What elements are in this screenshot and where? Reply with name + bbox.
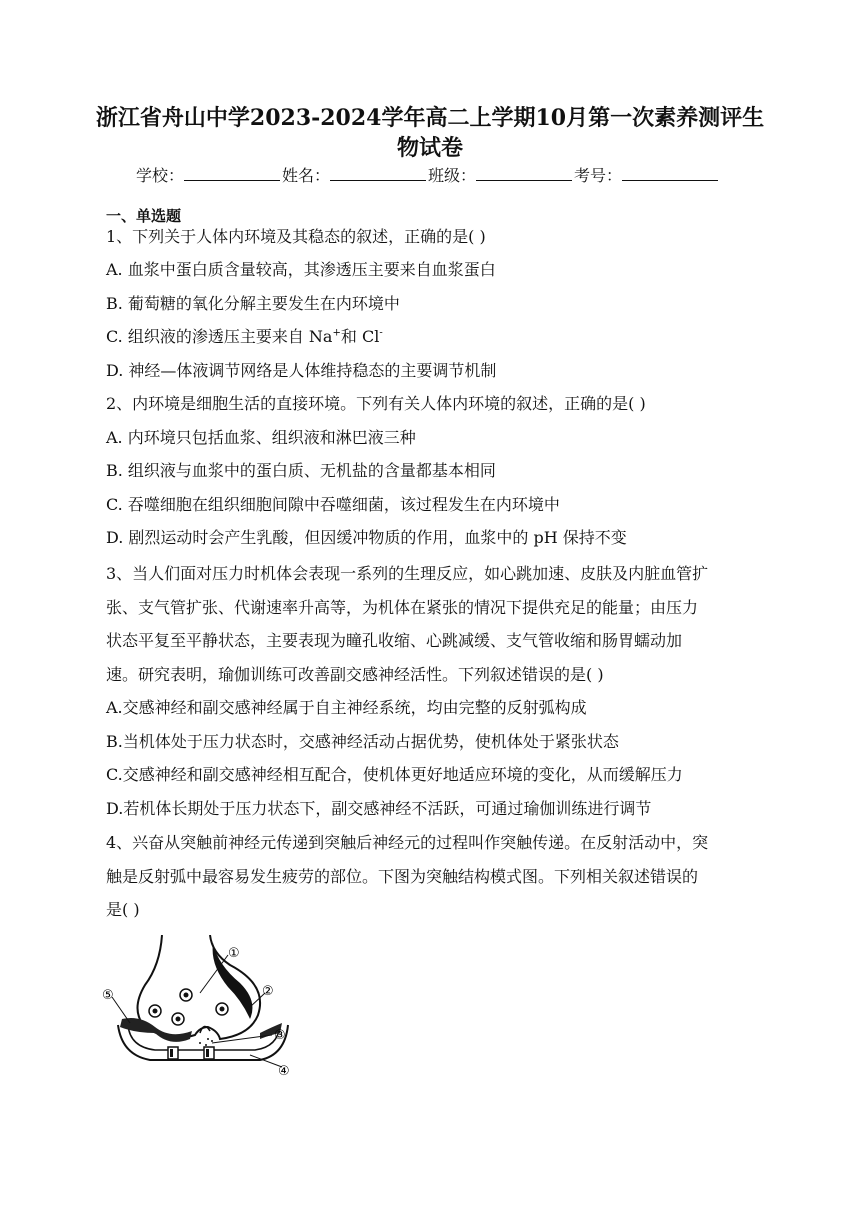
q1-option-c <box>106 326 383 348</box>
q4-stem-line1: 4、兴奋从突触前神经元传递到突触后神经元的过程叫作突触传递。在反射活动中，突 <box>106 833 709 852</box>
name-label: 姓名： <box>282 166 331 185</box>
q1-option-c-mid: 和 Cl <box>340 327 380 346</box>
q2-option-d: D. 剧烈运动时会产生乳酸，但因缓冲物质的作用，血浆中的 pH 保持不变 <box>106 528 627 547</box>
q3-option-d: D.若机体长期处于压力状态下，副交感神经不活跃，可通过瑜伽训练进行调节 <box>106 799 652 818</box>
q3-stem-line2: 张、支气管扩张、代谢速率升高等，为机体在紧张的情况下提供充足的能量；由压力 <box>106 598 699 617</box>
na-charge: + <box>332 327 341 339</box>
label-4: ④ <box>278 1064 290 1079</box>
class-label: 班级： <box>428 166 477 185</box>
q3-option-c: C.交感神经和副交感神经相互配合，使机体更好地适应环境的变化，从而缓解压力 <box>106 765 683 784</box>
q3-stem-line4: 速。研究表明，瑜伽训练可改善副交感神经活性。下列叙述错误的是( ) <box>106 665 604 684</box>
label-1: ① <box>228 946 240 961</box>
q3-stem-line3: 状态平复至平静状态，主要表现为瞳孔收缩、心跳减缓、支气管收缩和肠胃蠕动加 <box>106 631 683 650</box>
student-info-row <box>136 163 720 186</box>
q2-option-b: B. 组织液与血浆中的蛋白质、无机盐的含量都基本相同 <box>106 461 496 480</box>
class-blank <box>476 164 572 181</box>
school-label: 学校： <box>136 166 185 185</box>
q2-stem: 2、内环境是细胞生活的直接环境。下列有关人体内环境的叙述，正确的是( ) <box>106 394 646 413</box>
q3-option-a: A.交感神经和副交感神经属于自主神经系统，均由完整的反射弧构成 <box>106 698 587 717</box>
q2-option-c: C. 吞噬细胞在组织细胞间隙中吞噬细菌，该过程发生在内环境中 <box>106 495 560 514</box>
q4-stem-line3: 是( ) <box>106 900 140 919</box>
number-label: 考号： <box>574 166 623 185</box>
q1-stem: 1、下列关于人体内环境及其稳态的叙述，正确的是( ) <box>106 227 486 246</box>
q3-option-b: B.当机体处于压力状态时，交感神经活动占据优势，使机体处于紧张状态 <box>106 732 619 751</box>
doc-title-line2: 物试卷 <box>396 135 463 161</box>
q3-stem-line1: 3、当人们面对压力时机体会表现一系列的生理反应，如心跳加速、皮肤及内脏血管扩 <box>106 564 709 583</box>
label-3: ③ <box>274 1028 286 1043</box>
label-5: ⑤ <box>102 988 114 1003</box>
school-blank <box>184 164 280 181</box>
q1-option-b: B. 葡萄糖的氧化分解主要发生在内环境中 <box>106 294 400 313</box>
q4-stem-line2: 触是反射弧中最容易发生疲劳的部位。下图为突触结构模式图。下列相关叙述错误的 <box>106 867 699 886</box>
number-blank <box>622 164 718 181</box>
q1-option-c-text: C. 组织液的渗透压主要来自 Na <box>106 327 333 346</box>
label-2: ② <box>262 984 274 999</box>
name-blank <box>330 164 426 181</box>
section-heading: 一、单选题 <box>106 207 182 225</box>
synapse-diagram <box>100 935 300 1085</box>
doc-title-line1: 浙江省舟山中学2023-2024学年高二上学期10月第一次素养测评生 <box>95 105 765 131</box>
cl-charge: - <box>379 327 383 339</box>
q1-option-a: A. 血浆中蛋白质含量较高，其渗透压主要来自血浆蛋白 <box>106 260 496 279</box>
q1-option-d: D. 神经—体液调节网络是人体维持稳态的主要调节机制 <box>106 361 497 380</box>
q2-option-a: A. 内环境只包括血浆、组织液和淋巴液三种 <box>106 428 416 447</box>
